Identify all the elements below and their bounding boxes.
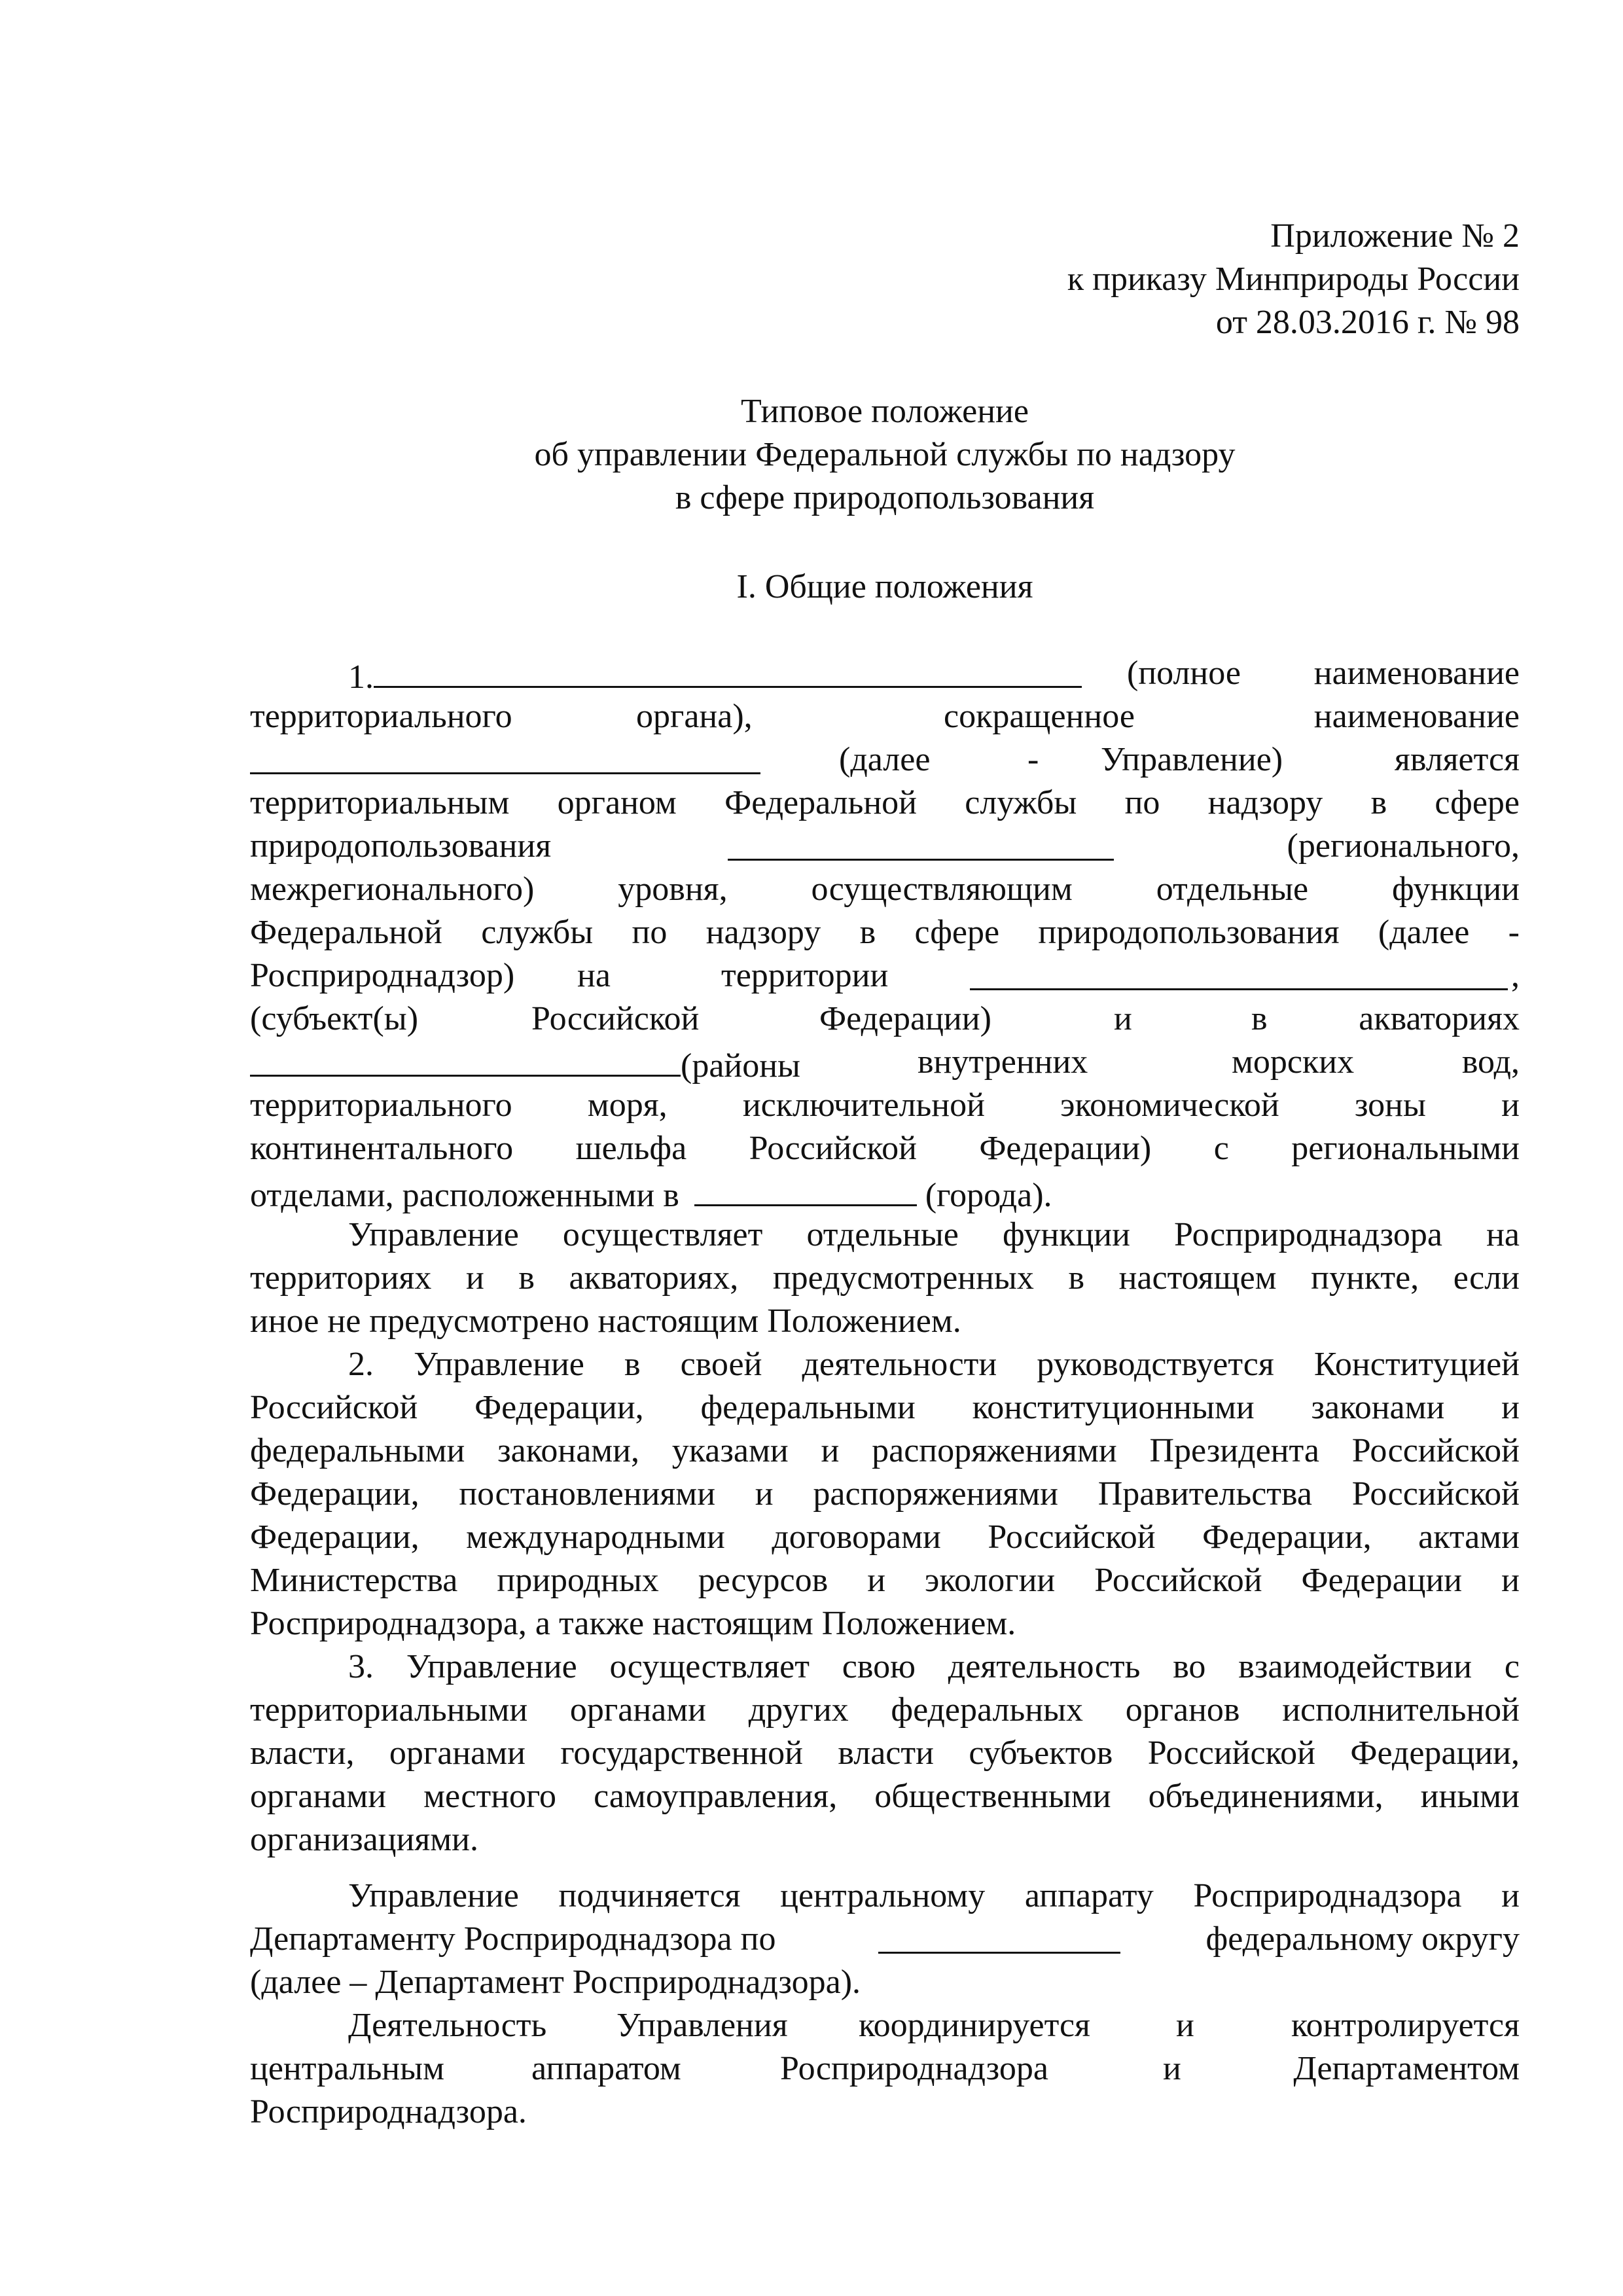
paragraph-5-text: Росприроднадзора. <box>250 2093 527 2130</box>
paragraph-1-line: 1. (полное наименование <box>348 652 1520 698</box>
paragraph-2-text: Федерации, международными договорами Российской Федерации, актами <box>250 1518 1520 1556</box>
document-title-line3: в сфере природопользования <box>675 479 1095 516</box>
paragraph-1-line: (субъект(ы) Российской Федерации) и в акваториях <box>250 1000 1520 1037</box>
blank-full-name <box>374 652 1082 688</box>
paragraph-3-text: органами местного самоуправления, общественными объединениями, иными <box>250 1778 1520 1815</box>
paragraph-4-text: (далее – Департамент Росприроднадзора). <box>250 1964 861 2001</box>
paragraph-2-text: Федерации, постановлениями и распоряжениями Правительства Российской <box>250 1475 1520 1513</box>
paragraph-3-text: территориальными органами других федеральных органов исполнительной <box>250 1691 1520 1729</box>
paragraph-2-text: федеральными законами, указами и распоряжениями Президента Российской <box>250 1432 1520 1469</box>
blank-short-name <box>250 738 760 774</box>
paragraph-1-line: территориального моря, исключительной экономической зоны и <box>250 1086 1520 1124</box>
paragraph-1-line: территориальным органом Федеральной службы по надзору в сфере <box>250 784 1520 821</box>
paragraph-1-line: территориального органа), сокращенное наименование <box>250 698 1520 735</box>
paragraph-1-line: Федеральной службы по надзору в сфере природопользования (далее - <box>250 914 1520 951</box>
item-number: 1. <box>348 658 374 696</box>
section-heading: I. Общие положения <box>736 568 1033 605</box>
paragraph-text: территориях и в акваториях, предусмотренных в настоящем пункте, если <box>250 1259 1520 1297</box>
blank-waters <box>250 1041 681 1077</box>
paragraph-4-text: Управление подчиняется центральному аппарату Росприроднадзора и <box>348 1877 1520 1914</box>
paragraph-1-line: природопользования (регионального, <box>250 825 1520 867</box>
paragraph-3-text: 3. Управление осуществляет свою деятельность во взаимодействии с <box>348 1648 1520 1685</box>
blank-level <box>728 825 1114 861</box>
paragraph-2-text: 2. Управление в своей деятельности руководствуется Конституцией <box>348 1346 1520 1383</box>
paragraph-text: Управление осуществляет отдельные функции Росприроднадзора на <box>348 1216 1520 1253</box>
order-date: от 28.03.2016 г. № 98 <box>1215 304 1520 341</box>
paragraph-3-text: власти, органами государственной власти субъектов Российской Федерации, <box>250 1734 1520 1772</box>
paragraph-2-text: Российской Федерации, федеральными конституционными законами и <box>250 1389 1520 1426</box>
appendix-number: Приложение № 2 <box>1270 217 1520 255</box>
paragraph-2-text: Министерства природных ресурсов и экологии Российской Федерации и <box>250 1562 1520 1599</box>
paragraph-1-line: Росприроднадзор) на территории , <box>250 954 1520 997</box>
blank-cities <box>694 1170 917 1206</box>
paragraph-4-text: Департаменту Росприроднадзора по федеральному округу <box>250 1918 1520 1960</box>
paragraph-1-line: отделами, расположенными в (города). <box>250 1170 1520 1217</box>
blank-territory <box>970 954 1508 990</box>
paragraph-1-line: (районы внутренних морских вод, <box>250 1041 1520 1087</box>
paragraph-1-line: континентального шельфа Российской Федерации) с региональными <box>250 1130 1520 1167</box>
paragraph-3-text: организациями. <box>250 1821 478 1858</box>
paragraph-5-text: центральным аппаратом Росприроднадзора и Департаментом <box>250 2050 1520 2087</box>
document-title-line2: об управлении Федеральной службы по надзору <box>534 436 1236 473</box>
paragraph-text: иное не предусмотрено настоящим Положением. <box>250 1302 961 1340</box>
blank-district <box>878 1918 1120 1954</box>
document-page: Приложение № 2 к приказу Минприроды России от 28.03.2016 г. № 98 Типовое положение об управлении Федеральной службы по надзору в сфере природопользования I. Общие положения 1. (полное наименование территориального органа), сокращенное наименование (далее - Управление) является территориальным органом Федеральной службы по надзору в сфере природопользования (регионального, межрегионального) уровня, осуществляющим отдельные функции Федеральной службы по надзору в сфере природопользования (далее - Росприроднадзор) на территории , (субъект(ы) Российской Федерации) и в акваториях (районы внутренних морских вод, территориального моря, исключительной экономической зоны и континентального шельфа Российской Федерации) с региональными отделами, расположенными в (города). Управление осуществляет отдельные функции Росприроднадзора на территориях и в акваториях, предусмотренных в настоящем пункте, если иное не предусмотрено настоящим Положением. 2. Управление в своей деятельности руководствуется Конституцией Российской Федерации, федеральными конституционными законами и федеральными законами, указами и распоряжениями Президента Российской Федерации, постановлениями и распоряжениями Правительства Российской Федерации, международными договорами Российской Федерации, актами Министерства природных ресурсов и экологии Российской Федерации и Росприроднадзора, а также настоящим Положением. 3. Управление осуществляет свою деятельность во взаимодействии с территориальными органами других федеральных органов исполнительной власти, органами государственной власти субъектов Российской Федерации, органами местного самоуправления, общественными объединениями, иными организациями. Управление подчиняется центральному аппарату Росприроднадзора и Департаменту Росприроднадзора по федеральному округу (далее – Департамент Росприроднадзора). Деятельность Управления координируется и контролируется центральным аппаратом Росприроднадзора и Департаментом Росприроднадзора. <box>0 0 1623 2296</box>
paragraph-2-text: Росприроднадзора, а также настоящим Положением. <box>250 1605 1016 1642</box>
paragraph-1-line: (далее - Управление) является <box>250 738 1520 785</box>
paragraph-1-line: межрегионального) уровня, осуществляющим отдельные функции <box>250 870 1520 908</box>
document-title: Типовое положение <box>741 393 1029 430</box>
order-reference: к приказу Минприроды России <box>1067 260 1520 298</box>
